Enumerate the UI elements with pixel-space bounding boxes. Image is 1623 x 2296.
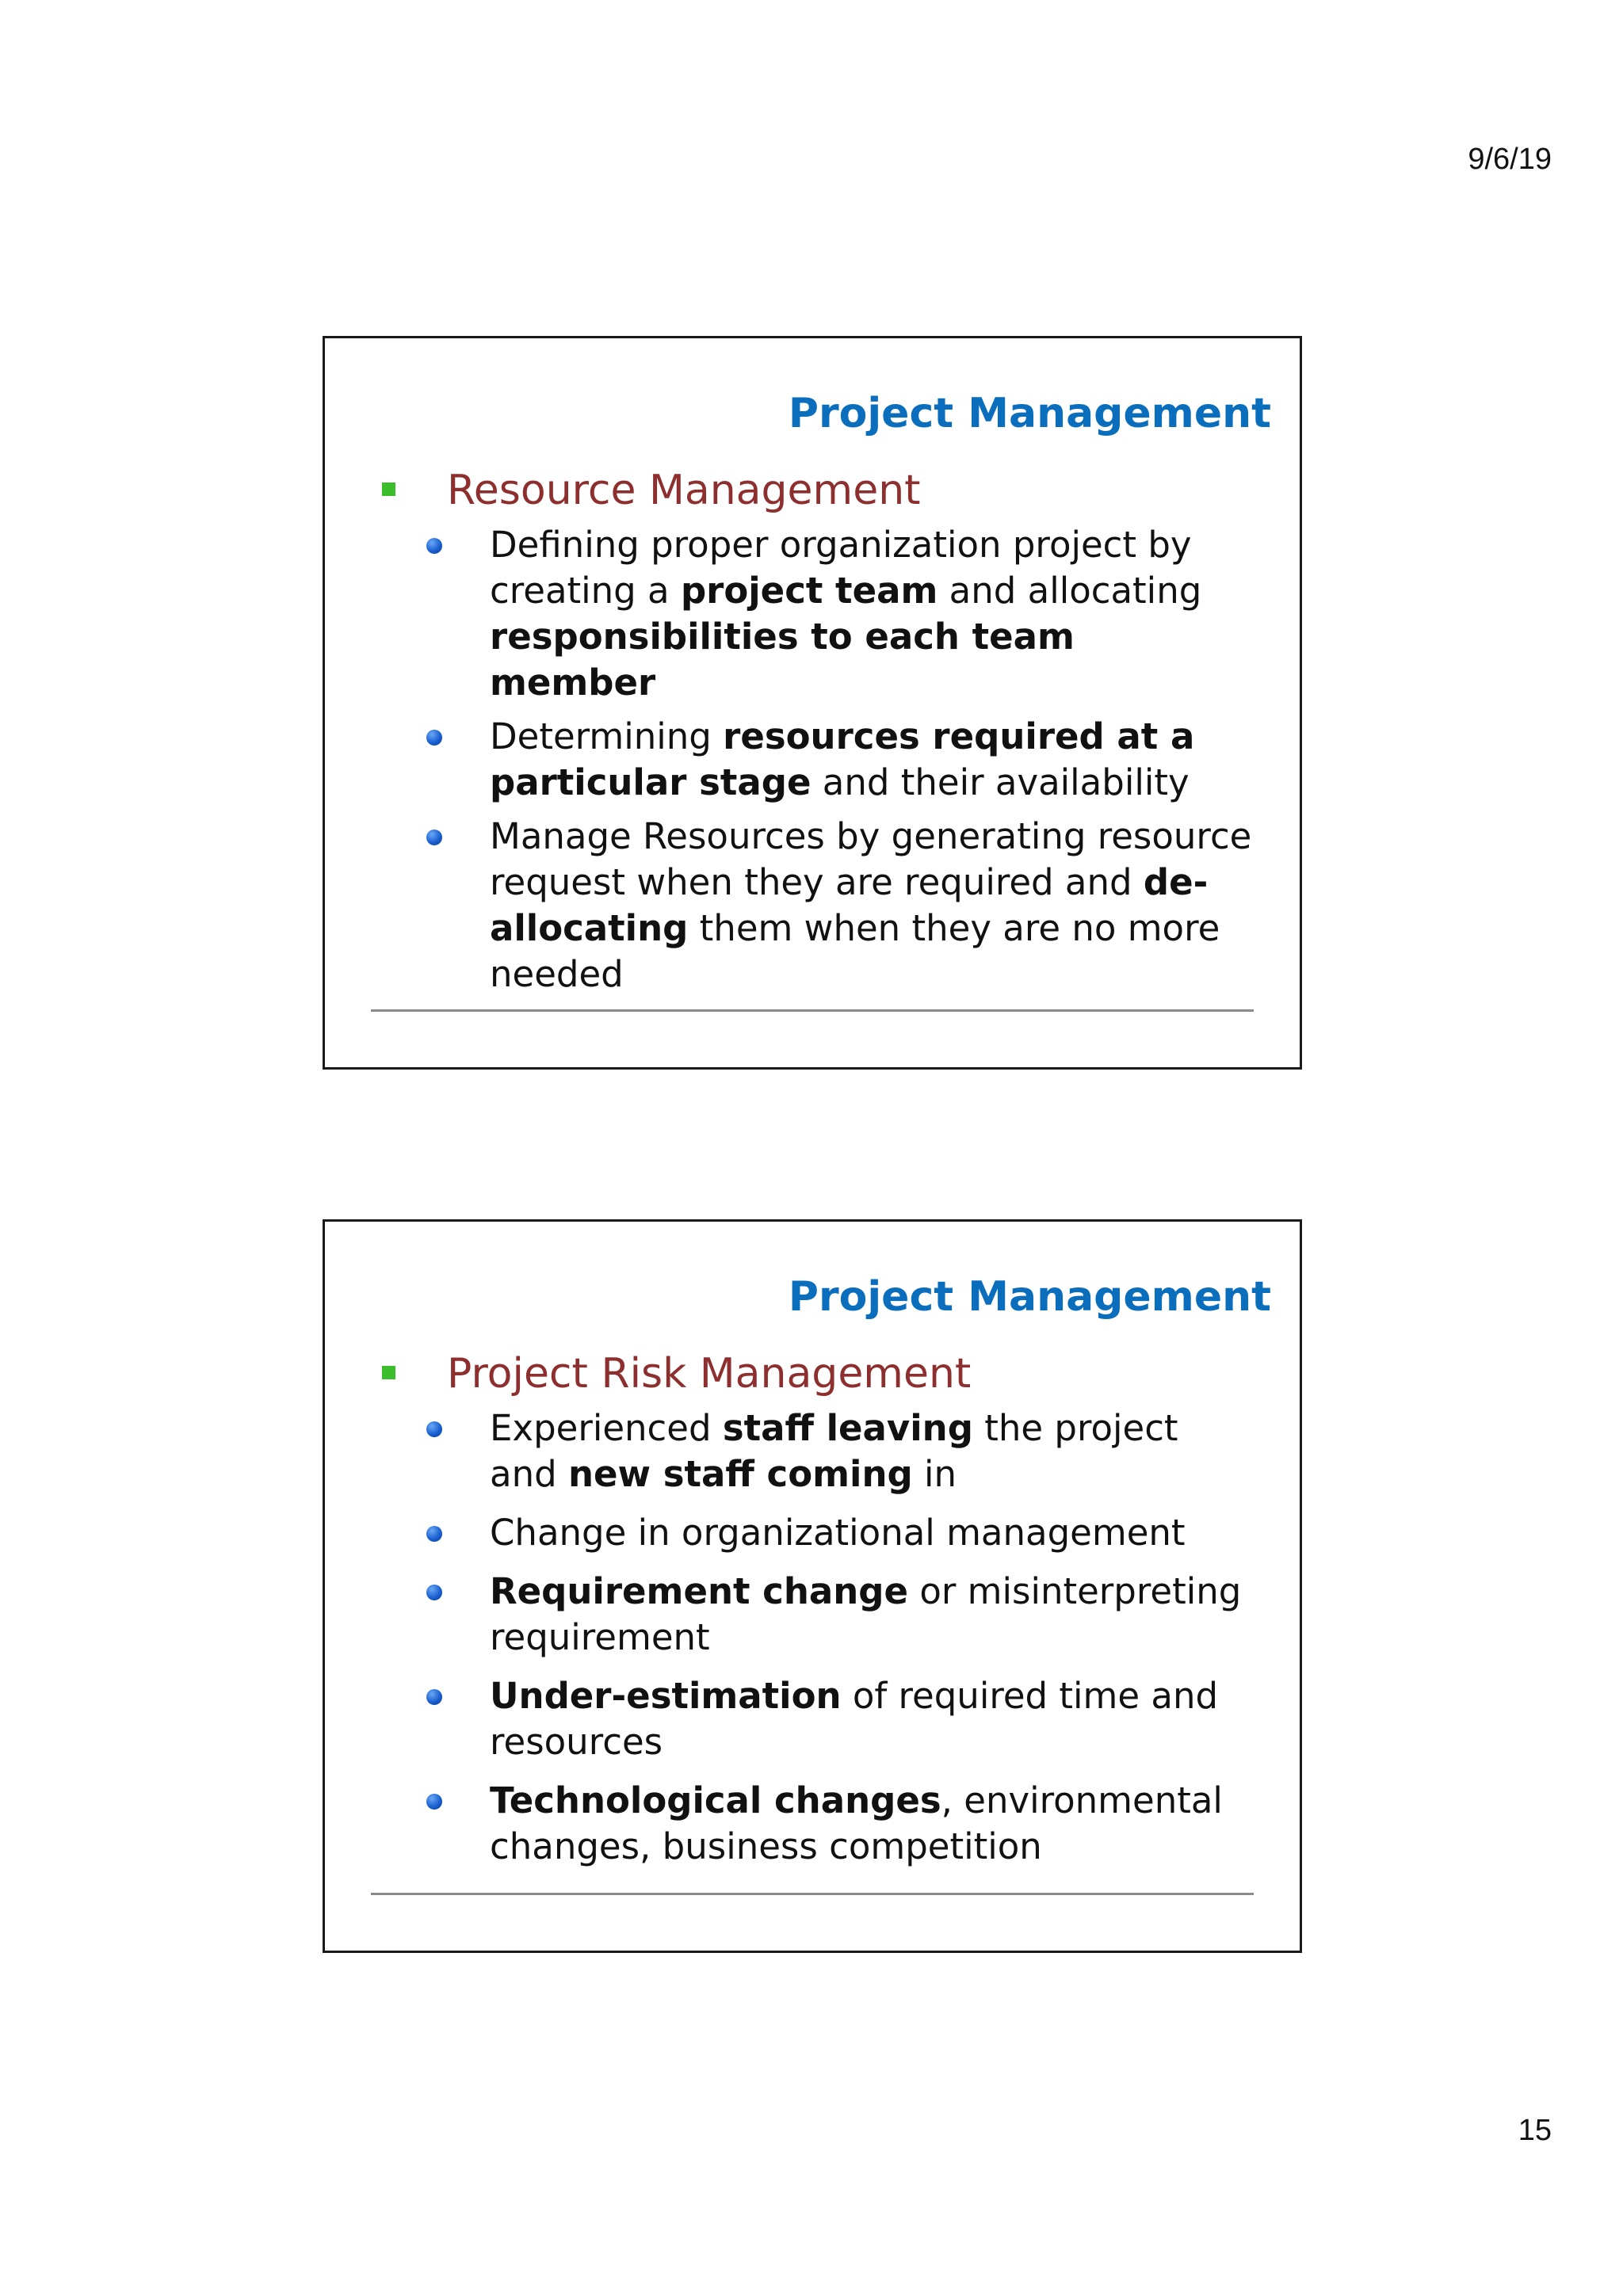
blue-dot-bullet-icon [426,830,442,845]
bullet-item [382,1778,1252,1870]
bullet-text: in [912,1453,957,1495]
section-heading-text: Project Risk Management [447,1350,972,1398]
green-square-bullet-icon [382,482,395,496]
bullet-bold-text: Technological changes [490,1779,941,1821]
bullet-item [382,522,1252,706]
section-heading-text: Resource Management [447,467,921,514]
bullet-text: Defining proper organization project by creating a [490,524,1192,612]
bullet-text: Determining [490,715,724,757]
slide-title: Project Management [788,1273,1271,1321]
slide-content [382,1348,1252,1882]
bullet-text: and allocating [938,570,1202,612]
bullet-text: of required time and resources [490,1675,1219,1763]
page-number: 15 [1518,2114,1552,2147]
bullet-item [382,1673,1252,1765]
bullet-text: the project and [490,1407,1178,1495]
bullet-text: Manage Resources by generating resource request when they are required and [490,815,1252,903]
bullet-text: Experienced [490,1407,723,1449]
page-date: 9/6/19 [1468,143,1552,176]
slide-risk-management [323,1219,1302,1953]
bullet-bold-text: Under-estimation [490,1675,842,1717]
blue-dot-bullet-icon [426,1794,442,1810]
bullet-text: , environmental changes, business competition [490,1779,1223,1867]
bullet-item [382,1405,1252,1497]
bullet-bold-text: resources required at a particular stage [490,715,1195,803]
blue-dot-bullet-icon [426,1689,442,1705]
bullet-bold-text: responsibilities to each team member [490,616,1075,704]
bullet-list [382,1405,1252,1870]
slide-divider [371,1893,1254,1895]
slide-divider [371,1009,1254,1012]
section-heading [382,465,1252,516]
blue-dot-bullet-icon [426,1585,442,1600]
blue-dot-bullet-icon [426,538,442,554]
blue-dot-bullet-icon [426,730,442,746]
bullet-item [382,814,1252,997]
bullet-text: Change in organizational management [490,1512,1186,1554]
bullet-bold-text: project team [680,570,938,612]
section-heading [382,1348,1252,1399]
bullet-bold-text: staff leaving [722,1407,973,1449]
slide-title: Project Management [788,390,1271,437]
bullet-bold-text: new staff coming [567,1453,913,1495]
bullet-text: or misinterpreting requirement [490,1570,1242,1658]
bullet-item [382,1569,1252,1661]
green-square-bullet-icon [382,1366,395,1379]
bullet-item [382,714,1252,806]
bullet-text: and their availability [811,761,1190,803]
bullet-item [382,1510,1252,1556]
bullet-bold-text: de-allocating [490,861,1209,949]
bullet-text: them when they are no more needed [490,907,1220,995]
bullet-bold-text: Requirement change [490,1570,909,1612]
slide-content [382,465,1252,1005]
blue-dot-bullet-icon [426,1526,442,1542]
bullet-list [382,522,1252,997]
blue-dot-bullet-icon [426,1421,442,1437]
slide-resource-management [323,336,1302,1070]
